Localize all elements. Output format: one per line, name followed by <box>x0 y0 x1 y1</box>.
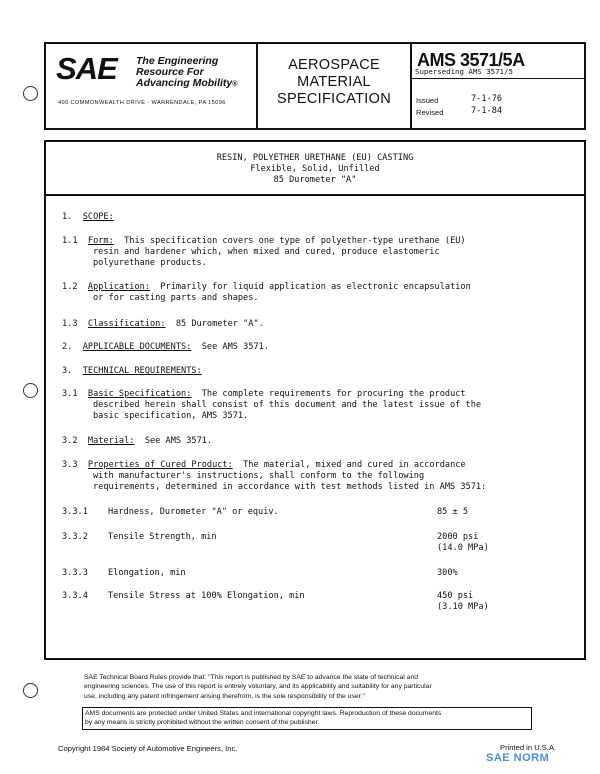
document-type: AEROSPACE MATERIAL SPECIFICATION <box>276 57 391 107</box>
printed-in: Printed in U.S.A. <box>500 743 557 752</box>
sae-address: 400 COMMONWEALTH DRIVE · WARRENDALE, PA 15096 <box>58 100 226 106</box>
section-1: 1. SCOPE: <box>62 212 114 222</box>
property-row: 3.3.4 Tensile Stress at 100% Elongation, min 450 psi (3.10 MPa) <box>62 591 489 612</box>
section-1-3: 1.3 Classification: 85 Durometer "A". <box>62 319 264 329</box>
property-row: 3.3.3 Elongation, min 300% <box>62 568 458 578</box>
issued-label: Issued <box>416 96 439 105</box>
property-row: 3.3.2 Tensile Strength, min 2000 psi (14.0 MPa) <box>62 532 489 553</box>
punch-hole-bottom <box>23 683 38 698</box>
sae-norm-watermark: SAE NORM <box>486 752 550 764</box>
section-3-3: 3.3 Properties of Cured Product: The material, mixed and cured in accordance with manufacturer's instructions, shall conform to the following requirements, determined in accordance with test methods listed in AMS 3571: <box>62 460 487 492</box>
superseding: Superseding AMS 3571/5 <box>415 67 513 76</box>
revised-label: Revised <box>416 108 444 117</box>
section-3: 3. TECHNICAL REQUIREMENTS: <box>62 366 202 376</box>
revised-date: 7-1-84 <box>471 106 503 116</box>
sae-logo: SAE <box>56 51 117 86</box>
copyright-notice-box: AMS documents are protected under United States and international copyright laws. Reproduction of these documents by any means is strictly prohibited without the written consent of the publisher. <box>82 707 532 730</box>
section-3-1: 3.1 Basic Specification: The complete requirements for procuring the product described herein shall consist of this document and the latest issue of the basic specification, AMS 3571. <box>62 389 482 421</box>
issued-date: 7-1-76 <box>471 94 503 104</box>
document-title: RESIN, POLYETHER URETHANE (EU) CASTING Flexible, Solid, Unfilled 85 Durometer "A" <box>216 153 414 185</box>
technical-board-rules: SAE Technical Board Rules provide that: "This report is published by SAE to advance the state of technical and engineering sciences. The use of this report is entirely voluntary, and its applicability and suitability for any particular use, including any patent infringement arising therefrom, is the sole responsibility of the user." <box>84 674 432 700</box>
punch-hole-middle <box>23 383 38 398</box>
property-row: 3.3.1 Hardness, Durometer "A" or equiv. 85 ± 5 <box>62 507 469 517</box>
section-2: 2. APPLICABLE DOCUMENTS: See AMS 3571. <box>62 342 269 352</box>
punch-hole-top <box>23 86 38 101</box>
header-box <box>44 42 586 130</box>
sae-tagline: The Engineering Resource For Advancing Mobility® <box>136 55 238 89</box>
section-1-1: 1.1 Form: This specification covers one type of polyether-type urethane (EU) resin and hardener which, when mixed and cured, produce elastomeric polyurethane products. <box>62 236 466 268</box>
section-1-2: 1.2 Application: Primarily for liquid application as electronic encapsulation or for casting parts and shapes. <box>62 282 471 303</box>
section-3-2: 3.2 Material: See AMS 3571. <box>62 436 213 446</box>
copyright-line: Copyright 1984 Society of Automotive Engineers, Inc. <box>58 744 238 753</box>
ams-number: AMS 3571/5A <box>417 50 525 70</box>
